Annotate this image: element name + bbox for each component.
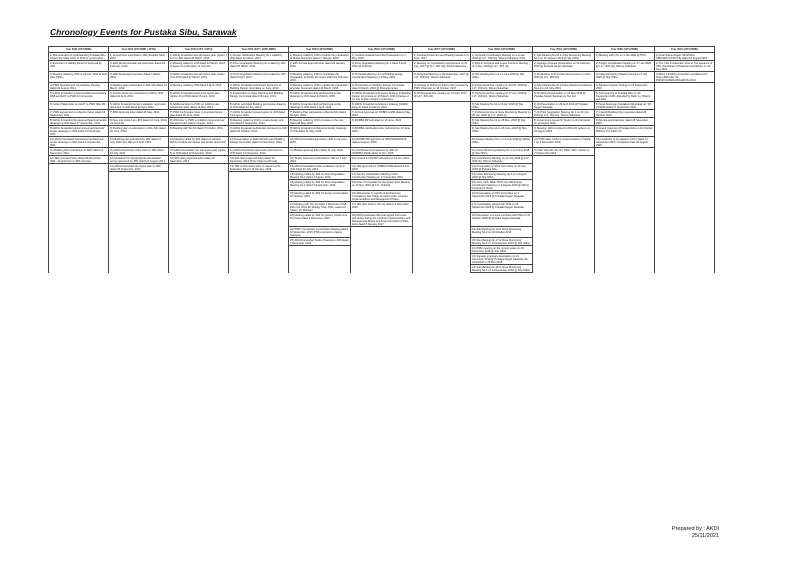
table-cell: 7) Building Plan submission to Bomba MC dated 22 April, 2015. xyxy=(289,110,351,118)
table-cell: 10) Presentation to State Planning and Building Design Committee dated 11 November, 2014. xyxy=(229,137,289,148)
table-cell: 11) Bomba approval letter dated 21 July, 2015. xyxy=(289,148,351,156)
table-cell xyxy=(413,164,471,172)
table-cell: 1) Meeting called by JKR to finalize the preparation of tender document dated 7 January, 2015. xyxy=(290,53,349,60)
table-cell xyxy=(413,102,471,110)
table-row xyxy=(49,137,715,148)
column-header: Year 2020 (11TH RMK) xyxy=(595,47,655,53)
table-row xyxy=(49,148,715,156)
table-cell: 12) SPA rating approval letter dated 30 December, 2014 (Price Value Confirmed). xyxy=(229,156,289,164)
table-cell: 7) Formal Approval ref. 15/BPLC/1/82 dated 4 May, 2016. xyxy=(352,110,411,117)
table-row xyxy=(49,238,715,246)
table-cell: 13) ARCH forwarded tender evaluation report to JKR dated 21 July, 2015. xyxy=(289,164,351,172)
table-cell xyxy=(109,180,169,191)
table-cell: 13) Presentation to PNS Committee on 19 July 2018 @ Pustaka Sibu. xyxy=(471,164,533,172)
table-cell xyxy=(169,164,229,172)
column-header: Year 2021 (11TH RMK) xyxy=(655,47,715,53)
table-cell xyxy=(533,172,595,180)
column-header: Year 2017 (11TH RMK) xyxy=(413,47,471,53)
table-cell: 9) ARCH forwarded architectural tender drawings to JKR dated 21 May, 2015. xyxy=(289,126,351,137)
table-cell: 6) ARCH forwarded submission drawing (GCEM Zone 2) dated 21 March, 2016. xyxy=(351,102,413,110)
table-cell xyxy=(533,265,595,273)
table-cell: 16) ARCH letter in regards to Architectural Consultancy Fee Stage Services under Contract Implementation and Management Phase. xyxy=(351,191,413,202)
table-cell: 2) Meeting on Consultancy Appointment on 21 July, 2017 @ L17, JKR HQ, Wisma Saberkas. xyxy=(413,61,471,72)
table-cell: 1) Memorandum of Understanding Pustaka Sibu Project (by State Govt) to JKR for construction. xyxy=(49,53,109,61)
table-row xyxy=(49,126,715,137)
table-cell: 5) Soft Opening of Pustaka Sibu on 30 September 2020. Attended by Datin Ju, Sharon and SPA. xyxy=(595,91,655,102)
table-cell: 18) Discussion on Loose Furniture with PNS on 19 October 2018 @ Pustaka Negeri Sarawak. xyxy=(471,213,533,227)
table-cell xyxy=(109,246,169,254)
table-cell: 2) Signage proposal presentation on 26 February 2019 @ Pustaka Negeri Sarawak. xyxy=(533,61,595,72)
table-cell xyxy=(289,246,351,254)
prepared-by: Prepared by : AKDI xyxy=(671,526,719,532)
table-row xyxy=(49,61,715,72)
table-cell: 2) The Visit & Inspection Prior to The Issuance of CPC (Certificate of Practical Completion) on 12 Aug 2021. xyxy=(655,61,715,72)
table-cell xyxy=(229,191,289,202)
table-cell: 8) New site notice from JKR dated 12 June, 2012 via facsimile. xyxy=(110,118,167,125)
table-cell: 9) Meeting: ARCH replied to JKR with options on 22 August 2019. xyxy=(533,126,595,137)
table-cell: 8) Meeting called by JKR to review on the cost dated 28 May, 2015. xyxy=(289,118,351,126)
table-cell: 11) Certificate of Acceptance by JKR ref. JKR/PROJ/SHE dated 12 Oct, 2016. xyxy=(351,148,413,156)
table-row xyxy=(49,164,715,172)
table-cell xyxy=(655,118,715,126)
table-row xyxy=(49,172,715,180)
table-cell xyxy=(49,213,109,227)
table-cell xyxy=(49,265,109,273)
table-row xyxy=(49,53,715,61)
table-cell xyxy=(533,191,595,202)
table-cell xyxy=(351,254,413,265)
table-cell: 16) Presentation to PNS Committee on 3 September 2018 @ Pustaka Negeri Sarawak. xyxy=(471,191,533,202)
table-cell xyxy=(595,238,655,246)
table-cell xyxy=(655,91,715,102)
table-cell: 1) Contract Document and Drawing issued on 5 June, 2017. xyxy=(414,53,469,60)
table-cell: 8) Meeting called by JKR to review design and cost dated 4 September, 2014. xyxy=(229,118,289,126)
table-cell: 14) Close Monitoring Meeting No.2 on 1 August 2018 @ Site Office. xyxy=(471,172,533,180)
table-cell xyxy=(49,172,109,180)
table-cell xyxy=(351,227,413,238)
table-cell: 3) ARCH forwarded new site layout plan (option 3) to JKR dated 27 March, 2013. xyxy=(169,72,229,83)
table-cell: 6) Site Meeting No.12 on 8 Apr, 2018 @ Site Office. xyxy=(471,102,533,110)
table-cell: 5) ARCH forwarded revised architectural drawing, D&B and EOT to PWD for comments. xyxy=(49,91,109,102)
table-cell: 17) Investigation started with PNS on 29 September 2018 @ Pustaka Negeri Sarawak. xyxy=(471,202,533,213)
table-cell: 3) Technical Meeting no.1 & Building Design Coordination Meeting on 2 May, 2016. xyxy=(351,72,413,83)
document-title: Chronology Events for Pustaka Sibu, Sarawak xyxy=(50,27,237,37)
table-cell xyxy=(655,227,715,238)
table-cell xyxy=(413,126,471,137)
table-cell xyxy=(229,254,289,265)
table-cell xyxy=(351,238,413,246)
table-row xyxy=(49,156,715,164)
table-cell: 13) JKR conformance letter in respect of the Evaluation Report 13 January, 2015. xyxy=(229,164,289,172)
table-cell: 6) ARCH forwarded draft architectural tender drawings to JKR dated 2 April, 2015. xyxy=(289,102,351,110)
table-cell xyxy=(413,118,471,126)
table-cell xyxy=(595,227,655,238)
table-row xyxy=(49,191,715,202)
table-cell xyxy=(229,172,289,180)
table-cell xyxy=(229,265,289,273)
table-cell: 4) Meeting called by JKR to update the preparation of tender document dated 16 March, 2015. xyxy=(290,83,349,90)
table-cell: 5) Professional Fee meeting on 17 Apr, 2018 @ L17, JKR HQ, Wisma Saberkas. xyxy=(471,91,533,102)
table-cell xyxy=(595,180,655,191)
table-cell: 12) Council & C&S BP submitted on 10 Oct, 2016. xyxy=(351,156,413,164)
table-cell: 4) Site Meeting No.21 & Close Monitoring Meeting No.14 on 10 June 2019. xyxy=(533,83,595,91)
prepared-date: 25/11/2021 xyxy=(691,533,719,539)
table-cell: 18) ARCH accepted offer and signed with notes and duties during the Contract Implementation and Management Phase and Final Completion Phase, letter dated 5 January 2017. xyxy=(351,213,413,227)
table-cell: 1) Amendment submitted to JKR (Pustaka Sibu) - 2012 xyxy=(110,53,167,60)
table-cell xyxy=(169,172,229,180)
table-cell xyxy=(413,156,471,164)
table-cell: 9) BOMBA clarification letter submitted on 13 June, 2016. xyxy=(351,126,413,137)
table-cell: 7) PWD confirmation letter in proposed layout plan dated 25 June, 2013. xyxy=(169,110,229,118)
table-cell: 11) ARCH forwarded online letter to JKR dated 19 July, 2012. xyxy=(109,148,169,156)
table-cell xyxy=(289,265,351,273)
table-cell: 4) Presentation to Building Design Committee dated 9 March, 2016 @ Riverside Hotel. xyxy=(351,83,413,91)
column-header: Year 2011 (1ST RMK) xyxy=(49,47,109,53)
table-cell: 15) Role of Consultant for the Supervision Meeting on 29 Nov, 2016 @ L17, JKR HQ. xyxy=(351,180,413,191)
table-cell xyxy=(655,265,715,273)
table-cell xyxy=(655,180,715,191)
table-row xyxy=(49,246,715,254)
table-cell xyxy=(49,202,109,213)
table-cell: 4) Change of JKR team lead to Sibu request by PWD Chairman on 18 October, 2017. xyxy=(413,83,471,91)
column-header: Year 2012 (1ST RMK / 10TH) xyxy=(109,47,169,53)
table-cell xyxy=(413,172,471,180)
table-cell: 19) PWD / Consultant Coordination Meeting dated 10 December, 2015 (PNS comment on latest changes). xyxy=(289,227,351,238)
table-cell xyxy=(289,254,351,265)
table-cell xyxy=(413,254,471,265)
table-cell xyxy=(533,227,595,238)
table-cell: 6) ID Presentation on 29 April 2019 @ Pustaka Negeri Sarawak. xyxy=(533,102,595,110)
table-cell xyxy=(655,137,715,148)
table-cell xyxy=(413,213,471,227)
table-cell: 4) Meeting called by JKR dated 9 April, 2013. xyxy=(169,83,229,91)
table-cell: 7) BDS Approval letter dated 16 May, 2012. xyxy=(109,110,169,118)
table-cell: 7) Professional Fee & Close Monitoring Meeting on 25 Jan, 2018 @ L17, JKR HQ. xyxy=(472,110,531,117)
table-cell: 3) Site Meeting No.1 on 12 June 2018 @ Site Office. xyxy=(471,72,533,83)
table-cell: 3) Finalization of ID Tender Documents on 3 April 2019 @ L17, JKR HQ. xyxy=(533,72,595,83)
table-cell xyxy=(229,180,289,191)
table-cell xyxy=(413,110,471,118)
table-cell: 11) Close Monitoring Meeting No.1 on 9 July 2018 @ Site Office. xyxy=(471,148,533,156)
table-cell xyxy=(169,238,229,246)
table-cell xyxy=(655,213,715,227)
table-cell xyxy=(109,202,169,213)
table-cell: 13) JKR approval ref. 15/BPLC/1/82 dated 24 Oct, 2016. xyxy=(351,164,413,172)
table-cell: 5) ARCH forwarded revised site layout plan (option 4) to PWD dated 16 April, 2013. xyxy=(169,91,229,102)
table-cell: 3) Technical Meeting on 25 September, 2017 @ L17, JKR HQ, Wisma Saberkas. xyxy=(413,72,471,83)
table-cell xyxy=(109,238,169,246)
table-cell: 8) Bomba approval letter dated 28 November 2020. xyxy=(595,118,655,126)
table-row xyxy=(49,102,715,110)
table-cell: 7) Council Building Fire Inspection dated 28 October 2020. xyxy=(595,110,655,118)
table-cell: 7) ARCH forwarded revised option to JKR dated 13 August, 2014. xyxy=(229,110,289,118)
table-cell xyxy=(595,148,655,156)
table-cell: 10) BOMBA BP approval ref. BPA/SR/R/3/2016 dated 2 August, 2016. xyxy=(351,137,413,148)
table-cell xyxy=(655,156,715,164)
column-header: Year 2018 (11TH RMK) xyxy=(471,47,533,53)
table-cell: 15) Arch, C&S, M&E, PMC and JKR Design Coordination Meeting on 8 August 2018 @ ARCH Conference Room. xyxy=(471,180,533,191)
table-cell xyxy=(595,213,655,227)
table-cell: 1) Final Status Report (PUSTAKA SIBU/SPK.II/1/50/1-8) dated 10 August 2021. xyxy=(655,53,715,61)
table-cell: 6) Surat Sokongan Kebajikan Mendukak ref. SP-27/2020 dated 17 September 2020. xyxy=(595,102,655,110)
table-cell: 10) Meeting called by JKR dated 21 October, 2013 to finalize the design and tender document. xyxy=(169,137,229,148)
table-cell: 1) ARCH forwarded new site layout plan (option 1 & 2) to JKR dated 18 March, 2013. xyxy=(170,53,227,60)
table-cell: 1) Site Meeting No.16 & Color Monitoring Meeting No.4 on 15 January 2019 @ Site Office. xyxy=(533,53,595,61)
table-cell: 11) Site Visit with Tan Sri, PWD, SMC, SAHG on 27 December 2019. xyxy=(533,148,595,156)
table-cell: 4) ARCH forwarded submission document to Building Design Committee on June, 2014. xyxy=(229,83,289,91)
table-cell xyxy=(109,172,169,180)
table-body xyxy=(49,53,715,273)
table-cell: 17) Meeting with Tan Sri dated 1 December 2015, Datu Cei, MOI, Mr Stanley Chai, TMS, Lawrence Chiam, PL Ridzwan. xyxy=(289,202,351,213)
table-cell xyxy=(655,191,715,202)
chronology-table xyxy=(48,46,715,273)
table-cell xyxy=(351,265,413,273)
table-cell xyxy=(655,172,715,180)
table-row xyxy=(49,118,715,126)
table-cell: 5) Professional Fee meeting on 13 April, 2017 @ L17, JKR HQ. xyxy=(413,91,471,102)
table-cell xyxy=(169,180,229,191)
table-cell xyxy=(169,246,229,254)
table-cell xyxy=(49,254,109,265)
table-cell: 3) Minor Finishing at Upstairs and Basement Area (JKR letter ref. PWS/KCH/SR/1/ARCH/KKS) 2021. xyxy=(655,72,715,83)
table-cell xyxy=(655,164,715,172)
table-row xyxy=(49,227,715,238)
table-cell xyxy=(49,180,109,191)
table-cell: 10) ARCH forwarded approval to JKR on 22 June, 2015. xyxy=(289,137,351,148)
table-row xyxy=(49,254,715,265)
table-cell: 14) Service Coordination Meeting & Pre-Construction Meeting on 17 November 2016. xyxy=(351,172,413,180)
table-cell: 8) Government Issues ID Tender to ID Contractor on 13 August 2019. xyxy=(533,118,595,126)
table-cell xyxy=(169,202,229,213)
table-cell xyxy=(533,156,595,164)
table-cell xyxy=(109,227,169,238)
table-cell xyxy=(109,191,169,202)
table-cell xyxy=(49,191,109,202)
table-row xyxy=(49,83,715,91)
footer xyxy=(647,526,719,540)
table-row xyxy=(49,180,715,191)
table-cell xyxy=(229,238,289,246)
table-cell: 12) Tender Document submitted to JKR on 7 July, 2015. xyxy=(289,156,351,164)
table-cell: 11) ARCH forwarded submission document to JKR dated 14 November, 2014. xyxy=(229,148,289,156)
table-cell: 10) Design Meeting No.1 on 6 July 2018 @ ARCH Office. xyxy=(471,137,533,148)
table-cell: 6) ARCH submitted Building submission drawing to JKR dated 23 July, 2014. xyxy=(229,102,289,110)
table-cell: 11) ARCH forwarded new site layout plan (option 5) to JKR dated 12 November, 2013. xyxy=(169,148,229,156)
table-cell: 9) Grand Opening of Pustaka Sibu on 31 October 2020 by Tun Pehin Sri. xyxy=(595,126,655,137)
table-cell xyxy=(49,246,109,254)
table-cell: 20) ARCH forwarded Tender Drawing to JKR dated 7 December, 2016. xyxy=(289,238,351,246)
table-cell: 2) EPA (Environmental) approval letter dated 29 February, 2012. xyxy=(109,61,169,72)
table-row xyxy=(49,202,715,213)
table-cell: 2) Project Coordination Meeting on 17 Jan 2020 @ L17, JKR HQ, Wisma Saberkas. xyxy=(595,61,655,72)
table-cell: 5) Presentation to State Planning and Building Design Committee dated 18 June, 2014. xyxy=(229,91,289,102)
table-cell: 7) ID Price Negotiation Meeting No.1 on 26 July 2019 @ L17, JKR HQ, Wisma Saberkas. xyxy=(533,110,595,118)
table-cell: 18) Meeting called by JKR for options (Option A & B) review dated 4 December, 2015. xyxy=(289,213,351,227)
table-cell xyxy=(655,246,715,254)
table-cell: 8) BOMBA BP submitted on 10 June, 2016. xyxy=(351,118,413,126)
table-cell: 19) Site Meeting No.10 & Close Monitoring Meeting No.4 on 29 October 2018. xyxy=(471,227,533,238)
table-cell xyxy=(413,202,471,213)
table-cell xyxy=(595,156,655,164)
table-cell: 22) Signage proposal presentation on 21 November 2018 @ Pustaka Negeri Sarawak. Re-scheduled to 28 Dec 2018. xyxy=(471,254,533,265)
table-cell: 8) Site Meeting No.13 on 28 May, 2018 @ Site Office. xyxy=(471,118,533,126)
table-cell: 9) Meeting with Tan Sri dated 7 October, 2013. xyxy=(169,126,229,137)
table-cell xyxy=(655,83,715,91)
table-cell: 1) Technical Coordination Meeting no.1 at site, 2018 @ L17, JKR HQ, Wisma Saberkas, KCH. xyxy=(471,53,533,61)
table-row xyxy=(49,265,715,273)
table-cell: 3) Close Monitoring Meeting No.29 on 4 July 2020 @ Site Office. xyxy=(595,72,655,83)
table-cell: 5) ARCH forwarded draft architectural tender drawings to JKR dated 12 March, 2015. xyxy=(289,91,351,102)
table-cell xyxy=(595,191,655,202)
table-cell xyxy=(109,265,169,273)
table-cell xyxy=(229,202,289,213)
table-cell xyxy=(533,213,595,227)
table-cell xyxy=(533,164,595,172)
table-cell xyxy=(351,246,413,254)
table-cell: 4) PWD Development Consultative Meeting dated 22 August, 2011. xyxy=(49,83,109,91)
table-cell xyxy=(533,246,595,254)
table-cell: 5) ARCH forwarded submission drawing to Building Design Committee on 29 March, 2016 (change of JV due to Plan, Height is Unknown). xyxy=(352,91,411,101)
table-cell: 10) Certificate of Completion (CPC) dated 14 September 2020. Completion date 19 August 2020. xyxy=(595,137,655,148)
table-cell: 23) Site Meeting No.18 & Close Monitoring Meeting No.6 on 14 December 2018 @ Site Office. xyxy=(472,265,531,272)
column-header: Year 2014 (1ST / 10TH RMK) xyxy=(229,47,289,53)
table-cell: 1) Contract Awarded and Site Possession on 4 May, 2016. xyxy=(351,53,413,61)
table-cell: 10) PWD letter confirms implementation of Option 1 on 4 November 2019. xyxy=(533,137,595,148)
table-cell: 4) Bamboo System Testing on 16 September 2020. xyxy=(595,83,655,91)
table-cell xyxy=(413,148,471,156)
column-header: Year 2015 (10TH RMK) xyxy=(289,47,351,53)
table-cell: 14) Meeting called by JKR for Price Negotiation Meeting No.1 dated 4 August, 2015. xyxy=(289,172,351,180)
table-cell: 10) ARCH forwarded final revised architectural tender drawings to JKR dated 21 December, 2011. xyxy=(49,137,109,148)
table-cell: 6) ARCH forwarded tender evaluation report and document to JKR dated 22 April, 2012. xyxy=(109,102,169,110)
table-cell: 3) Meeting called by JKR on 29 July, 2011 at JKR Sibu Office. xyxy=(49,72,109,83)
table-cell xyxy=(595,265,655,273)
table-cell: 3) Price Negotiation Meeting No.2 called by JKR dated 8 April, 2014. xyxy=(229,72,289,83)
table-cell: 5) Tender Document submitted to JKR by JKR dated 10 April, 2012. xyxy=(109,91,169,102)
table-cell: 2) EPU Formal approval letter dated 29 January, 2015. xyxy=(289,61,351,72)
table-cell: 17) JKR offer letter to Tan Sri dated 12 December 2016. xyxy=(351,202,413,213)
table-cell: 12) SPA rating approval letter dated 16 December, 2013. xyxy=(169,156,229,164)
table-cell xyxy=(655,238,715,246)
table-cell xyxy=(229,227,289,238)
table-cell: 5) ID Works Presentation on 10 May 2019 @ Pustaka Negeri Sarawak on Ten Kal. xyxy=(533,91,595,102)
table-cell: 1) Tender Clarification Meeting No.1 called by JKR dated 21 March, 2014. xyxy=(229,53,289,61)
table-cell: 3) Meeting called by JKR to coordinate the preparation of tender document dated 16 February, 2015. xyxy=(290,72,349,82)
table-cell xyxy=(413,246,471,254)
table-cell: 2) Meeting called by JKR dated 22 March, 2013 to agree to confirmation of new site. xyxy=(169,61,229,72)
table-cell xyxy=(413,137,471,148)
table-cell xyxy=(169,191,229,202)
table-cell xyxy=(169,227,229,238)
table-cell: 7) PWD agreed and no objection letter dated 13 September, 2011. xyxy=(49,110,109,118)
table-cell xyxy=(595,202,655,213)
table-cell xyxy=(655,126,715,137)
table-row xyxy=(49,213,715,227)
table-cell: 16) Meeting called by JKR for design review dated 22 October, 2015. xyxy=(289,191,351,202)
table-cell xyxy=(109,254,169,265)
table-cell xyxy=(655,202,715,213)
table-cell: 6) Additional letter to PWD on building plan submission letter dated 16 May, 2013. xyxy=(169,102,229,110)
table-cell: 20) Site Meeting No.17 & Close Monitoring Meeting No.5 on 19 November 2018 @ Site Office. xyxy=(472,238,531,245)
column-header: Year 2016 (11TH RMK) xyxy=(351,47,413,53)
table-cell xyxy=(229,246,289,254)
table-cell: 11) Building Plan submission to SMC dated 21 December, 2011. xyxy=(49,148,109,156)
table-cell xyxy=(655,102,715,110)
table-cell: 12) JKR comment letter dated 29 December, 2011 - Amendment to SPK required. xyxy=(49,156,109,164)
table-cell: 4) Professional Fee meeting on 22 Oct, 2018 @ L17, JKR HQ, Wisma Saberkas. xyxy=(471,83,533,91)
column-header: Year 2019 (11TH RMK) xyxy=(533,47,595,53)
table-cell xyxy=(169,265,229,273)
table-cell: 1) Meeting with (JV) on 3 Jan 2020 @ PPS. xyxy=(595,53,655,61)
table-cell: 2) Extension of Validity Period of Approval by JKR. xyxy=(49,61,109,72)
table-cell: 9) ARCH forwarded submission document to JKR dated 29 October, 2014. xyxy=(229,126,289,137)
table-cell xyxy=(533,202,595,213)
table-cell xyxy=(413,265,471,273)
table-row xyxy=(49,72,715,83)
table-cell xyxy=(109,213,169,227)
table-cell: 3) EPA Social approval letter dated 7 March, 2012. xyxy=(109,72,169,83)
table-cell xyxy=(169,213,229,227)
table-cell xyxy=(655,148,715,156)
table-cell xyxy=(413,238,471,246)
table-cell xyxy=(229,213,289,227)
table-cell xyxy=(595,164,655,172)
table-cell: 13) ARCH forwarded site layout plan to JKR dated 25 September, 2012. xyxy=(109,164,169,172)
table-cell xyxy=(49,164,109,172)
table-cell: 9) Building plan re-submission to Sibu MC dated 26 June, 2012. xyxy=(109,126,169,137)
table-cell: 6) Sultan Pakar letter and EOT to PWD Sibu MC. xyxy=(49,102,109,110)
table-cell: 2) Price Negotiation Meeting No.1 dated 6 April, 2016 @ JKR HQ. xyxy=(351,61,413,72)
table-cell: 8) JKR letter to PWD on platform level and new site layout plan dated 1 August, 2013. xyxy=(169,118,229,126)
table-cell: 21) PWD meeting on the project status on 29 November 2018 @ Site Office. xyxy=(471,246,533,254)
table-row xyxy=(49,110,715,118)
table-cell: 15) Meeting called by JKR for Price Negotiation Meeting No.2 dated 3 September, 2015. xyxy=(289,180,351,191)
table-cell xyxy=(533,180,595,191)
table-cell xyxy=(533,238,595,246)
table-cell xyxy=(49,238,109,246)
table-cell xyxy=(49,227,109,238)
table-cell xyxy=(169,254,229,265)
table-cell: 4) Building plan resubmitted to Sibu MC dated 19 March, 2012. xyxy=(110,83,167,90)
table-cell: 9) ARCH forwarded partial revised architectural tender drawings to JKR dated 10 November, 2011. xyxy=(49,126,109,137)
table-cell xyxy=(413,227,471,238)
table-cell: 8) ARCH forwarded the latest architectural tender drawings to JKR dated 27 September, 2011. xyxy=(50,118,107,125)
table-cell: 2) Price Negotiation Meeting No.1 called by JKR dated 20 March, 2014. xyxy=(229,61,289,72)
table-cell xyxy=(655,254,715,265)
table-cell xyxy=(595,254,655,265)
table-cell xyxy=(413,191,471,202)
table-cell: 12) Coordination Meeting on 17 July 2018 @ L17, JKR HQ, Wisma Saberkas. xyxy=(471,156,533,164)
table-cell: 2) Built-In Furniture and Loose Furniture Meeting on 6 Nov, 2018 @ L17, JKR HQ. xyxy=(471,61,533,72)
table-cell: 12) Quotation for topographical and detailed survey approved by JKR dated 21 August, 2012. xyxy=(109,156,169,164)
table-cell xyxy=(413,180,471,191)
table-cell xyxy=(533,254,595,265)
table-cell xyxy=(595,172,655,180)
table-cell xyxy=(655,110,715,118)
table-cell: 10) Building plan submitted by JKR dated 27 July, 2012 and JKR on 5 April, 2013. xyxy=(109,137,169,148)
table-row xyxy=(49,91,715,102)
table-cell: 9) Site Meeting No.14 on 26 June, 2018 @ Site Office. xyxy=(471,126,533,137)
column-header: Year 2013 (1ST / 10TH) xyxy=(169,47,229,53)
table-cell xyxy=(595,246,655,254)
